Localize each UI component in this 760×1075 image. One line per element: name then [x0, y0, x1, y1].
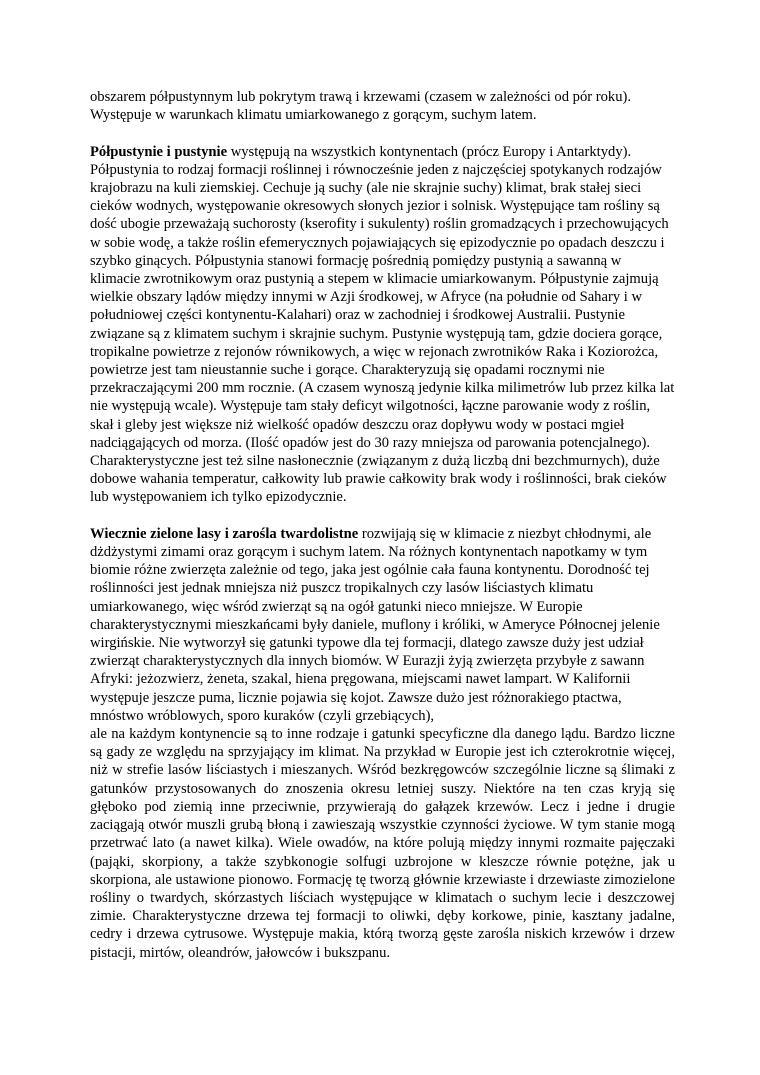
paragraph-spacer — [90, 507, 675, 525]
intro-paragraph: obszarem półpustynnym lub pokrytym trawą i krzewami (czasem w zależności od pór roku). Występuje w warunkach klimatu umiarkowanego z gorącym, suchym latem. — [90, 89, 632, 124]
deserts-body: występują na wszystkich kontynentach (prócz Europy i Antarktydy). Półpustynia to rodzaj formacji roślinnej i równocześnie jeden z najczęściej spotykanych rodzajów krajobrazu na kuli ziemskiej. Cechuje ją suchy (ale nie skrajnie suchy) klimat, brak stałej sieci cieków wodnych, występowanie okresowych słonych jezior i solnisk. Występujące tam rośliny są dość ubogie przeważają suchorosty (kserofity i sukulenty) roślin gromadzących i przechowujących w sobie wodę, a także roślin efemerycznych pojawiających się epizodycznie po opadach deszczu i szybko ginących. Półpustynia stanowi formację pośrednią pomiędzy pustynią a sawanną w klimacie zwrotnikowym oraz pustynią a stepem w klimacie umiarkowanym. Półpustynie zajmują wielkie obszary lądów między innymi w Azji środkowej, w Afryce (na południe od Sahary i w południowej części kontynentu-Kalahari) oraz w zachodniej i środkowej Australii. Pustynie związane są z klimatem suchym i skrajnie suchym. Pustynie występują tam, gdzie dociera gorące, tropikalne powietrze z rejonów równikowych, a więc w rejonach zwrotników Raka i Koziorożca, powietrze jest tam nieustannie suche i gorące. Charakteryzują się opadami rocznymi nie przekraczającymi 200 mm rocznie. (A czasem wynoszą jedynie kilka milimetrów lub przez kilka lat nie występują wcale). Występuje tam stały deficyt wilgotności, łączne parowanie wody z roślin, skał i gleby jest większe niż wielkość opadów deszczu oraz dopływu wody w postaci mgieł nadciągających od morza. (Ilość opadów jest do 30 razy mniejsza od parowania potencjalnego). Charakterystyczne jest też silne nasłonecznie (związanym z dużą liczbą dni bezchmurnych), duże dobowe wahania temperatur, całkowity lub prawie całkowity brak wody i roślinności, brak cieków lub występowaniem ich tylko epizodycznie. — [90, 143, 675, 506]
evergreen-paragraph-part2: ale na każdym kontynencie są to inne rodzaje i gatunki specyficzne dla danego lądu. Bardzo liczne są gady ze względu na sprzyjający im klimat. Na przykład w Europie jest ich czterokrotnie więcej, niż w strefie lasów liściastych i mieszanych. Wśród bezkręgowców szczególnie liczne są ślimaki z gatunków przystosowanych do znoszenia okresu letniej suszy. Niektóre na ten czas kryją się głęboko pod ziemią inne przeciwnie, przywierają do gałązek krzewów. Lecz i jedne i drugie zaciągają otwór muszli grubą błoną i zawieszają wszystkie czynności życiowe. W tym stanie mogą przetrwać lato (a nawet kilka). Wiele owadów, na które polują między innymi rozmaite pajęczaki (pająki, skorpiony, a także szybkonogie solfugi uzbrojone w kleszcze równie potężne, jak u skorpiona, ale ustawione pionowo. Formację tę tworzą głównie krzewiaste i drzewiaste zimozielone rośliny o twardych, skórzastych liściach występujące w klimatach o suchym lecie i deszczowej zimie. Charakterystyczne drzewa tej formacji to oliwki, dęby korkowe, pinie, kasztany jadalne, cedry i drzewa cytrusowe. Występuje makia, którą tworzą gęste zarośla niskich krzewów i drzew pistacji, mirtów, oleandrów, jałowców i bukszpanu. — [90, 726, 675, 961]
evergreen-body-part1: rozwijają się w klimacie z niezbyt chłodnymi, ale dżdżystymi zimami oraz gorącym i suchym latem. Na różnych kontynentach napotkamy w tym biomie różne zwierzęta zależnie od tego, jaka jest ogólnie cała fauna kontynentu. Dorodność tej roślinności jest jednak mniejsza niż puszcz tropikalnych czy lasów liściastych klimatu umiarkowanego, więc wśród zwierząt są na ogół gatunki nieco mniejsze. W Europie charakterystycznymi mieszkańcami były daniele, muflony i króliki, w Ameryce Północnej jelenie wirgińskie. Nie wytworzył się gatunki typowe dla tej formacji, dlatego zawsze duży jest udział zwierząt charakterystycznych dla innych biomów. W Eurazji żyją zwierzęta przybyłe z sawann Afryki: jeżozwierz, żeneta, szakal, hiena pręgowana, miejscami nawet lampart. W Kalifornii występuje jeszcze puma, licznie pojawia się kojot. Zawsze dużo jest różnorakiego ptactwa, mnóstwo wróblowych, sporo kuraków (czyli grzebiących), — [90, 525, 660, 724]
deserts-heading: Półpustynie i pustynie — [90, 143, 228, 160]
evergreen-heading: Wiecznie zielone lasy i zarośla twardolistne — [90, 525, 359, 542]
deserts-paragraph — [90, 143, 675, 507]
paragraph-spacer — [90, 124, 675, 142]
evergreen-paragraph-part1 — [90, 525, 675, 725]
document-text — [90, 88, 675, 962]
